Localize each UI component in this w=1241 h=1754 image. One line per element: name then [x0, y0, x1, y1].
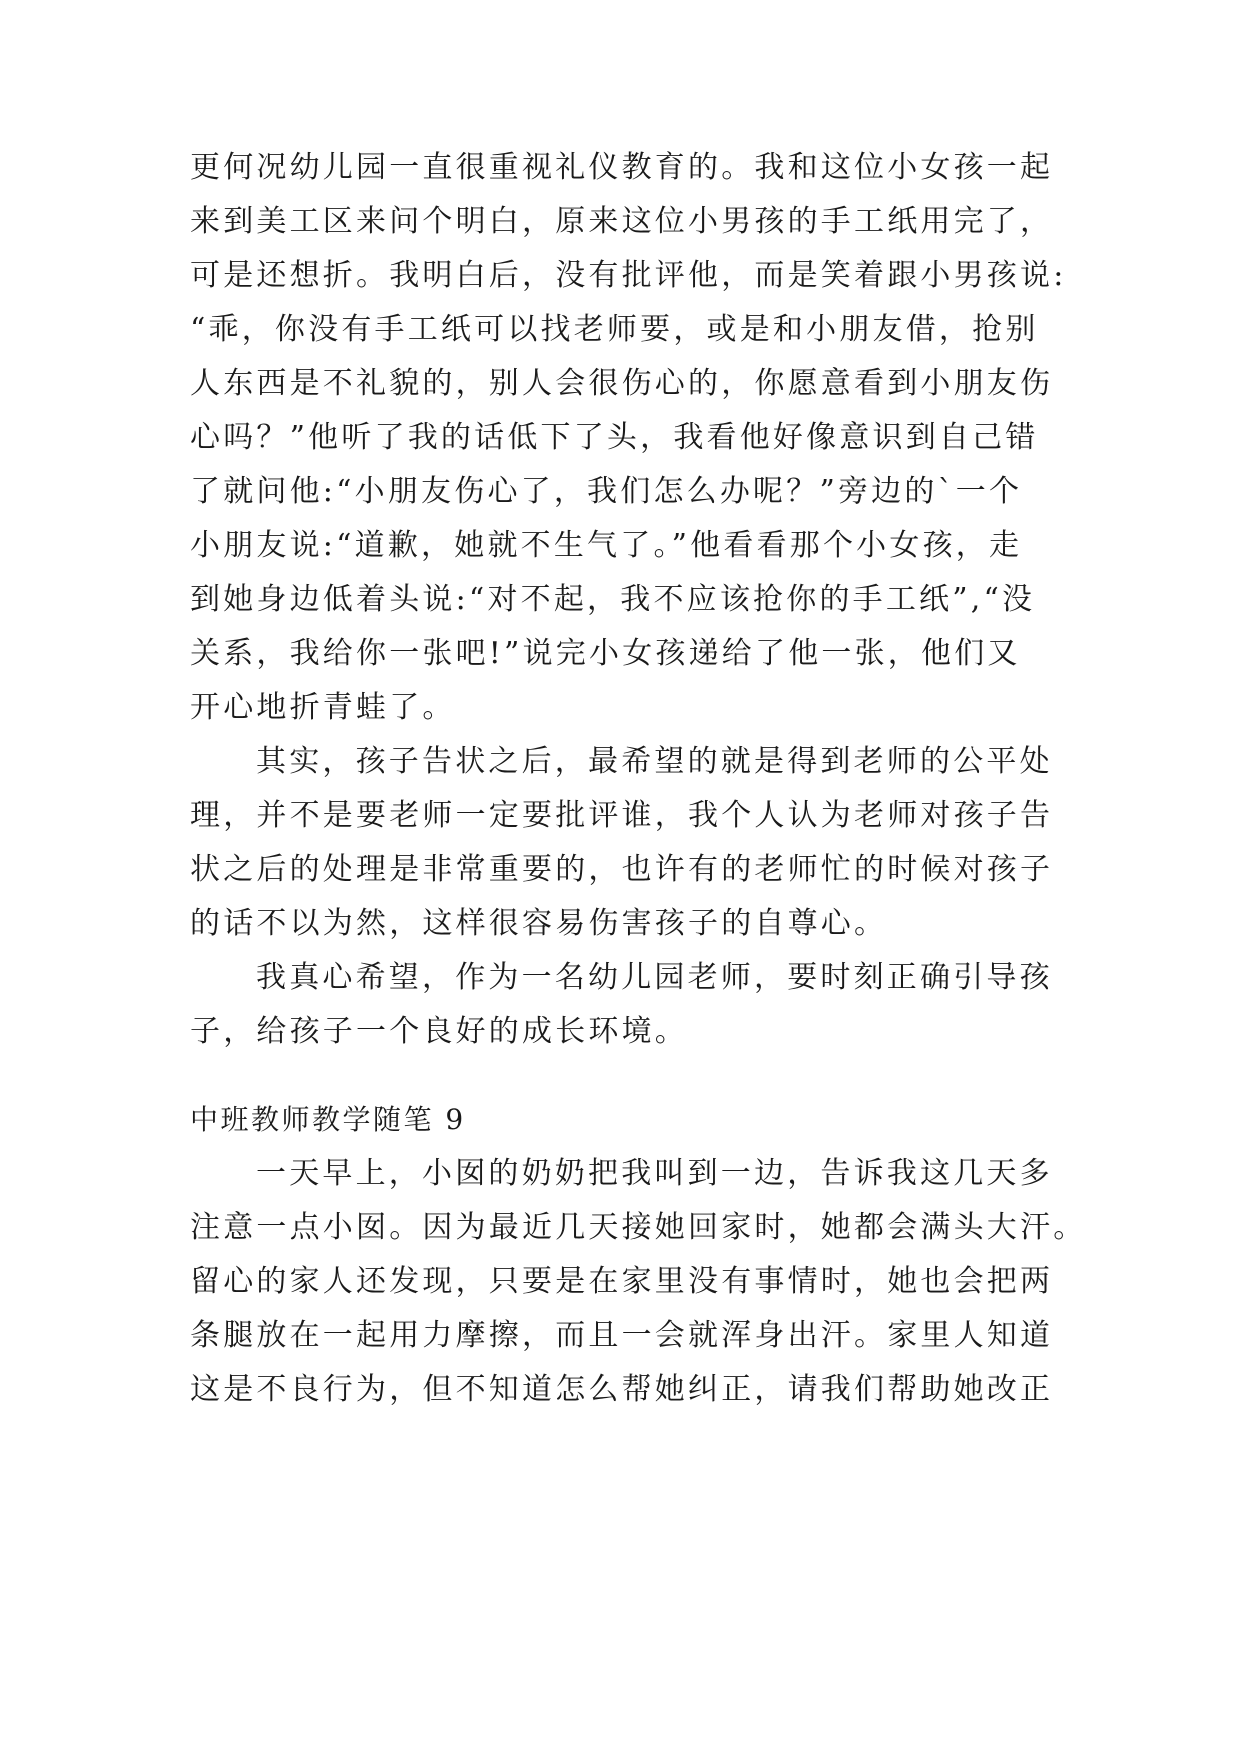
text-line: 小朋友说:“道歉，她就不生气了。”他看看那个小女孩，走 [190, 528, 1023, 563]
text-line: “乖，你没有手工纸可以找老师要，或是和小朋友借，抢别 [190, 312, 1039, 347]
text-line: 子，给孩子一个良好的成长环境。 [190, 1014, 688, 1049]
text-line: 这是不良行为，但不知道怎么帮她纠正，请我们帮助她改正 [190, 1372, 1054, 1407]
text-line: 的话不以为然，这样很容易伤害孩子的自尊心。 [190, 906, 888, 941]
text-line: 状之后的处理是非常重要的，也许有的老师忙的时候对孩子 [190, 852, 1054, 887]
text-line: 人东西是不礼貌的，别人会很伤心的，你愿意看到小朋友伤 [190, 366, 1054, 401]
text-line: 理，并不是要老师一定要批评谁，我个人认为老师对孩子告 [190, 798, 1054, 833]
section-heading: 中班教师教学随笔 9 [190, 1103, 466, 1136]
text-line: 开心地折青蛙了。 [190, 690, 456, 725]
text-line: 更何况幼儿园一直很重视礼仪教育的。我和这位小女孩一起 [190, 150, 1054, 185]
text-line: 心吗？”他听了我的话低下了头，我看他好像意识到自己错 [190, 420, 1039, 455]
text-line: 条腿放在一起用力摩擦，而且一会就浑身出汗。家里人知道 [190, 1318, 1054, 1353]
text-line: 注意一点小囡。因为最近几天接她回家时，她都会满头大汗。 [190, 1210, 1087, 1245]
text-line: 其实，孩子告状之后，最希望的就是得到老师的公平处 [256, 744, 1053, 779]
text-line: 我真心希望，作为一名幼儿园老师，要时刻正确引导孩 [256, 960, 1053, 995]
text-line: 到她身边低着头说:“对不起，我不应该抢你的手工纸”,“没 [190, 582, 1036, 617]
text-line: 关系，我给你一张吧!”说完小女孩递给了他一张，他们又 [190, 636, 1021, 671]
text-line: 来到美工区来问个明白，原来这位小男孩的手工纸用完了， [190, 204, 1054, 239]
text-line: 留心的家人还发现，只要是在家里没有事情时，她也会把两 [190, 1264, 1054, 1299]
text-line: 可是还想折。我明白后，没有批评他，而是笑着跟小男孩说: [190, 258, 1067, 293]
text-line: 了就问他:“小朋友伤心了，我们怎么办呢？”旁边的`一个 [190, 474, 1023, 509]
text-line: 一天早上，小囡的奶奶把我叫到一边，告诉我这几天多 [256, 1156, 1053, 1191]
